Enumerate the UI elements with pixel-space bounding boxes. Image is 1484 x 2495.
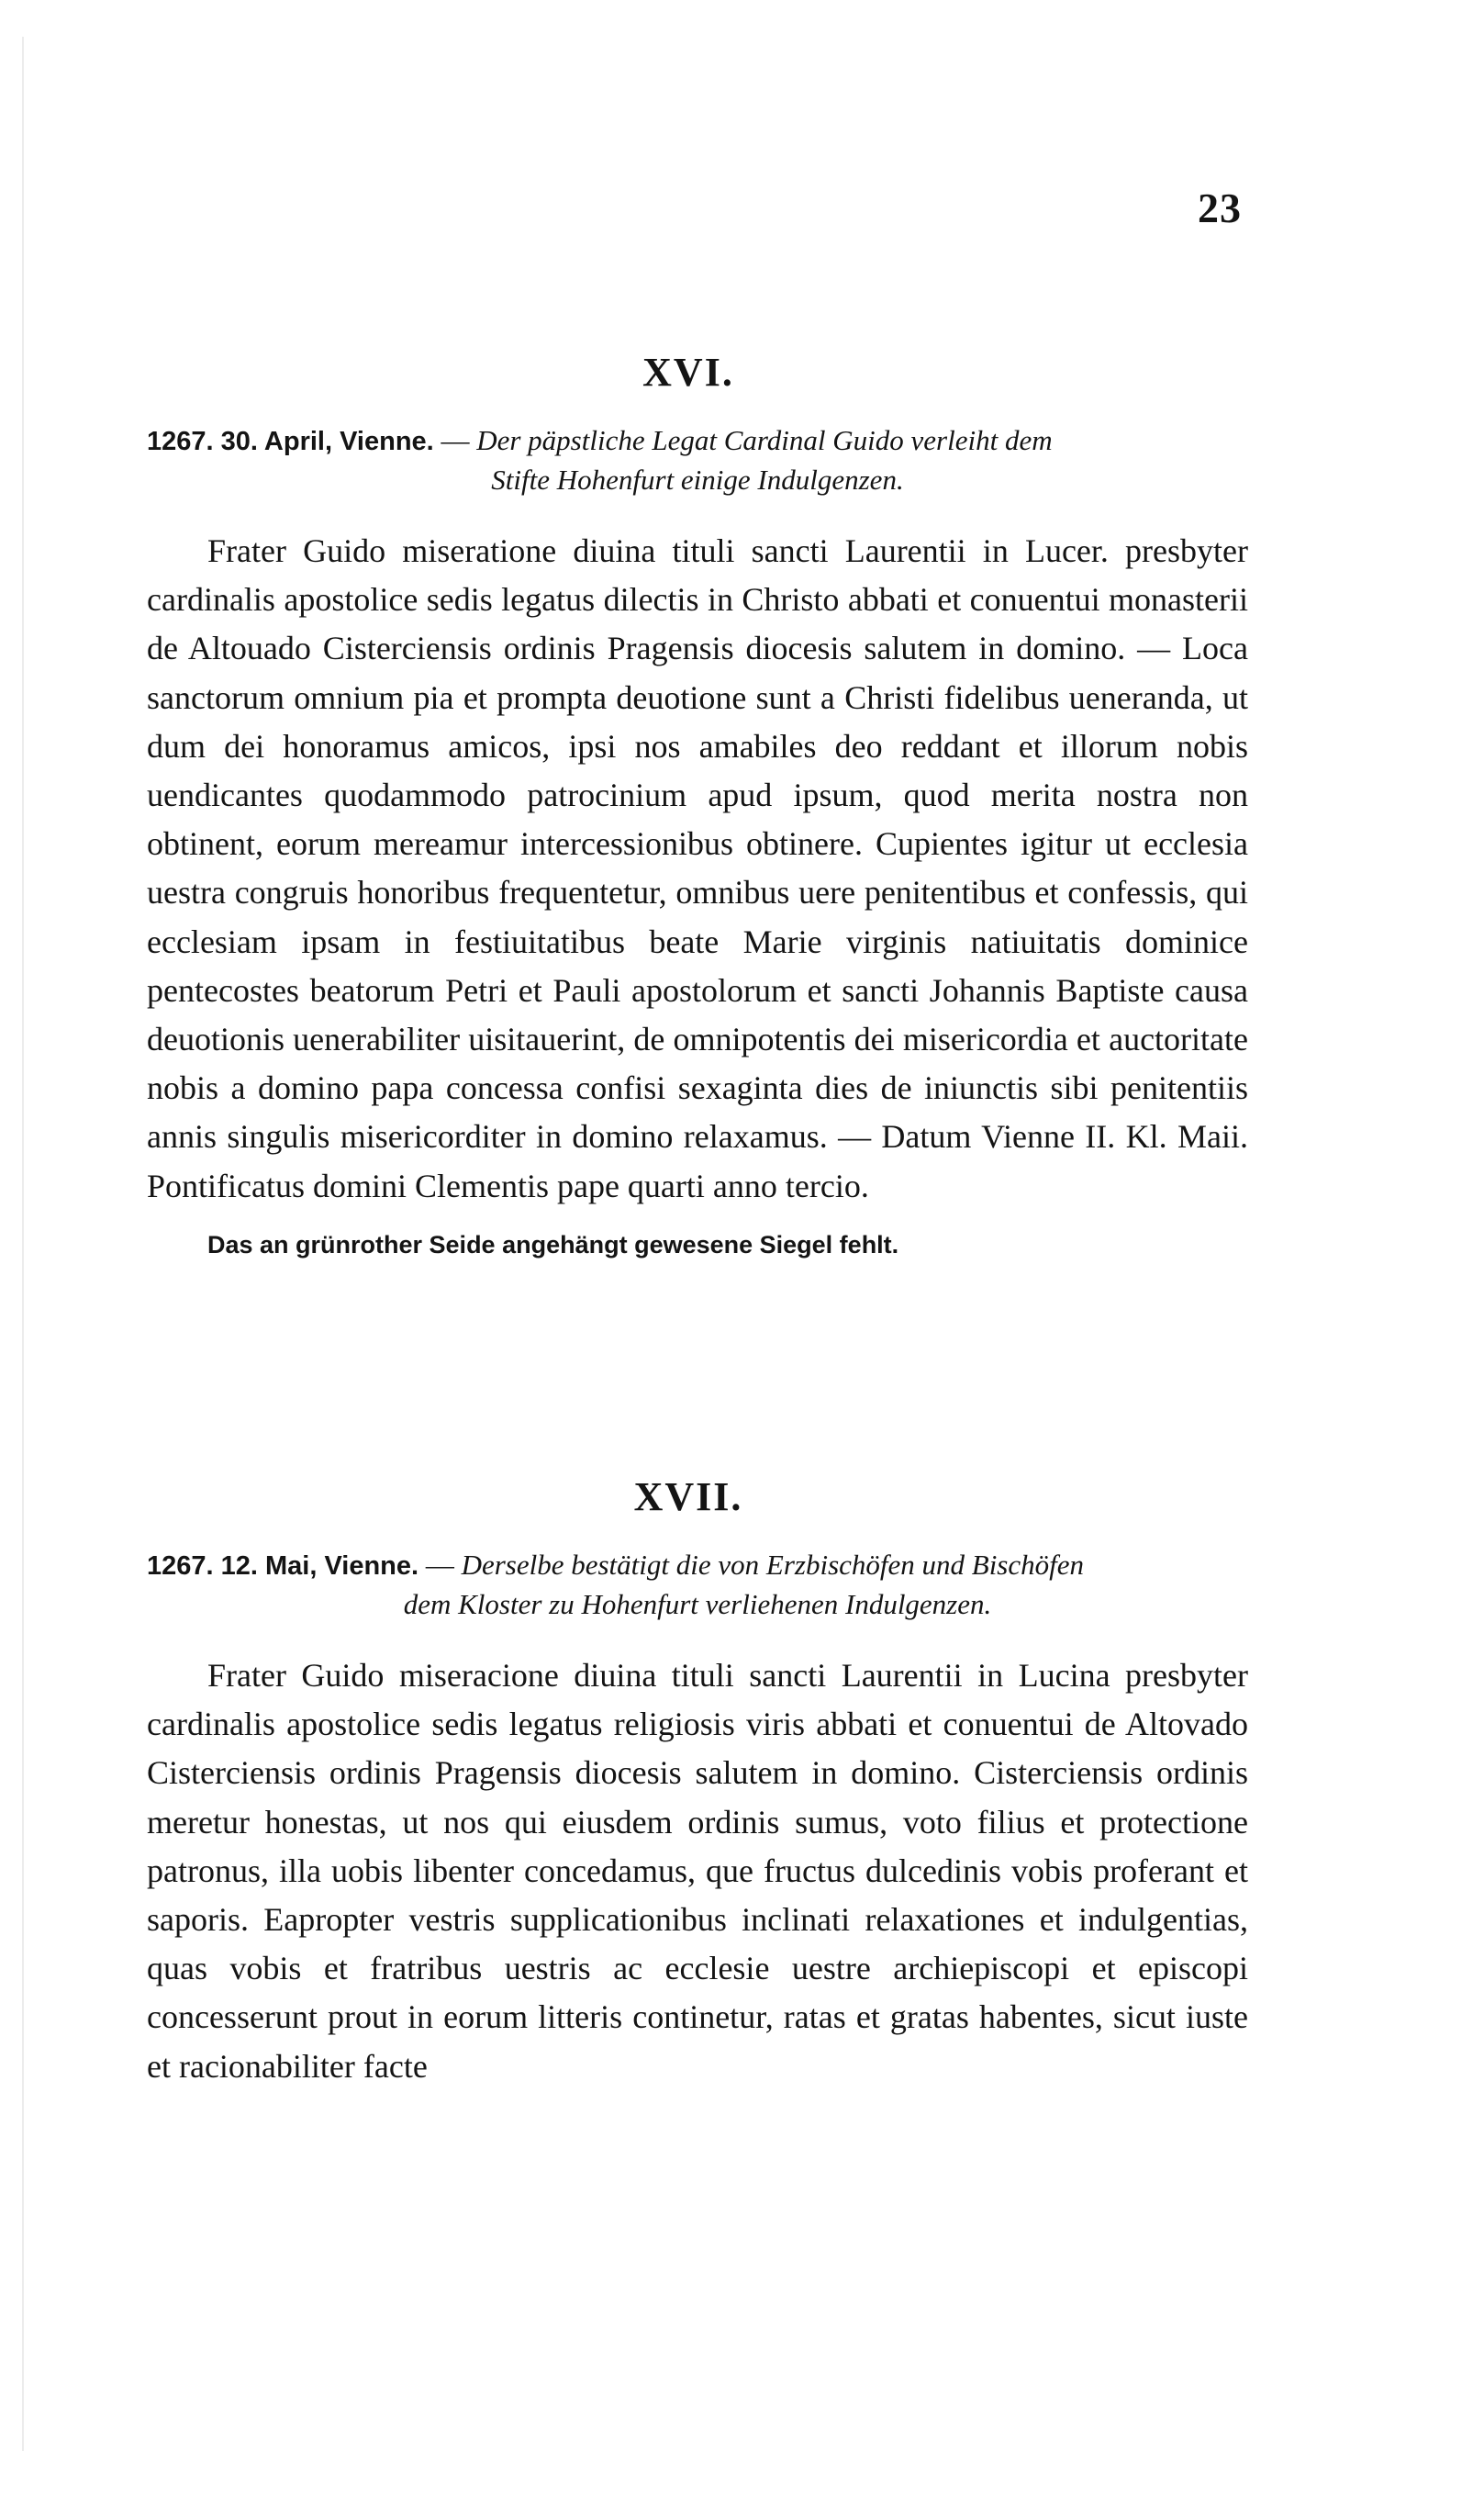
page-number: 23 (1198, 185, 1242, 231)
regest-summary-continued: Stifte Hohenfurt einige Indulgenzen. (491, 464, 904, 496)
dash: — (441, 424, 470, 456)
document-xvii (147, 1473, 1248, 2091)
charter-text: Frater Guido miseracione diuina tituli sancti Laurentii in Lucina presbyter cardinalis apostolice sedis legatus religiosis viris abbati et conuentui de Altovado Cisterciensis ordinis Pragensis diocesis salutem in domino. Cisterciensis ordinis meretur honestas, ut nos qui eiusdem ordinis sumus, voto filius et protectione patronus, illa uobis libenter concedamus, que fructus dulcedinis vobis proferant et saporis. Eapropter vestris supplicationibus inclinati relaxationes et indulgentias, quas vobis et fratribus uestris ac ecclesie uestre archiepiscopi et episcopi concesserunt prout in eorum litteris continetur, ratas et gratas habentes, sicut iuste et racionabiliter facte (147, 1657, 1248, 2085)
page-edge-shadow (22, 37, 24, 2451)
document-numeral: XVI. (642, 350, 734, 395)
seal-note: Das an grünrother Seide angehängt gewesene Siegel fehlt. (207, 1230, 899, 1259)
date-place: 1267. 12. Mai, Vienne. (147, 1551, 419, 1581)
dash: — (425, 1549, 454, 1581)
regest-summary-continued: dem Kloster zu Hohenfurt verliehenen Indulgenzen. (403, 1588, 992, 1620)
document-xvi (147, 349, 1248, 1259)
regest-summary: Derselbe bestätigt die von Erzbischöfen und Bischöfen (461, 1549, 1085, 1581)
document-numeral: XVII. (633, 1474, 743, 1519)
regest-summary: Der päpstliche Legat Cardinal Guido verleiht dem (476, 424, 1053, 456)
regest-header (147, 1546, 1248, 1624)
regest-header (147, 421, 1248, 499)
date-place: 1267. 30. April, Vienne. (147, 427, 434, 456)
charter-text: Frater Guido miseratione diuina tituli sancti Laurentii in Lucer. presbyter cardinalis apostolice sedis legatus dilectis in Christo abbati et conuentui monasterii de Altouado Cisterciensis ordinis Pragensis diocesis salutem in domino. — Loca sanctorum omnium pia et prompta deuotione sunt a Christi fidelibus ueneranda, ut dum dei honoramus amicos, ipsi nos amabiles deo reddant et illorum nobis uendicantes quodammodo patrocinium apud ipsum, quod merita nostra non obtinent, eorum mereamur intercessionibus obtinere. Cupientes igitur ut ecclesia uestra congruis honoribus frequentetur, omnibus uere penitentibus et confessis, qui ecclesiam ipsam in festiuitatibus beate Marie virginis natiuitatis dominice pentecostes beatorum Petri et Pauli apostolorum et sancti Johannis Baptiste causa deuotionis uenerabiliter uisitauerint, de omnipotentis dei misericordia et auctoritate nobis a domino papa concessa confisi sexaginta dies de iniunctis sibi penitentiis annis singulis misericorditer in domino relaxamus. — Datum Vienne II. Kl. Maii. Pontificatus domini Clementis pape quarti anno tercio. (147, 532, 1248, 1204)
